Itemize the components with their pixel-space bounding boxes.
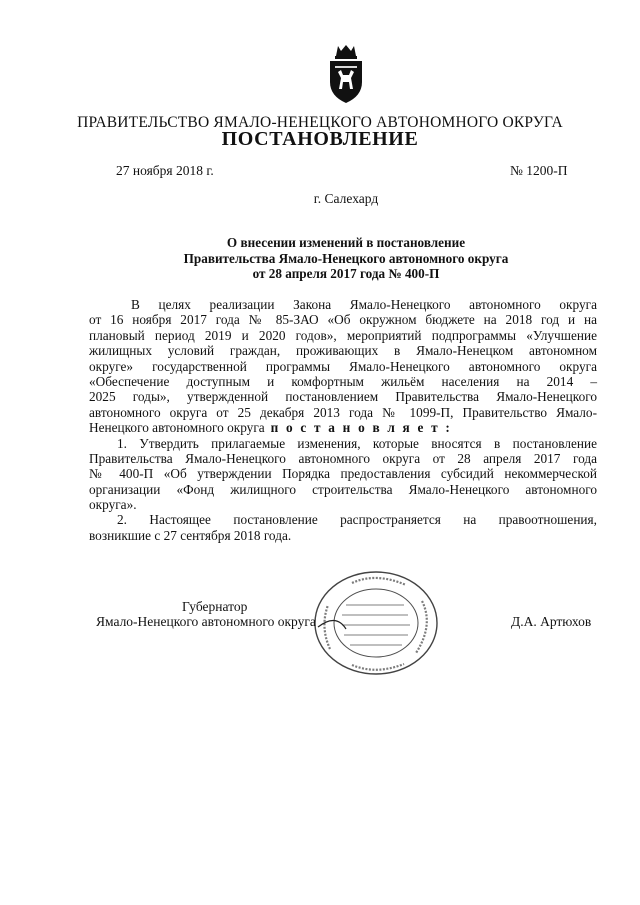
body-line: Правительства Ямало-Ненецкого автономного округа от 28 апреля 2017 года bbox=[89, 450, 597, 466]
decree-word: п о с т а н о в л я е т : bbox=[270, 420, 452, 436]
body-line: жилищных условий граждан, проживающих в Ямало-Ненецком автономном bbox=[89, 343, 597, 359]
subject-line: от 28 апреля 2017 года № 400-П bbox=[252, 266, 440, 281]
body-line: плановый период 2019 и 2020 годов», мероприятий подпрограммы «Улучшение bbox=[89, 327, 597, 343]
body-line: возникшие с 27 сентября 2018 года. bbox=[89, 527, 292, 543]
body-line bbox=[89, 420, 597, 435]
body-line: «Обеспечение доступным и комфортным жильём населения на 2014 – bbox=[89, 373, 597, 389]
document-body bbox=[89, 297, 597, 543]
body-line: округа». bbox=[89, 497, 137, 513]
document-city: г. Салехард bbox=[313, 191, 379, 206]
body-line-text: Ненецкого автономного округа bbox=[89, 420, 265, 436]
document-number: № 1200-П bbox=[510, 163, 568, 178]
subject-line: Правительства Ямало-Ненецкого автономного округа bbox=[183, 250, 509, 266]
body-line: округе» государственной программы Ямало-Ненецкого автономного округа bbox=[89, 358, 597, 374]
body-line: 1. Утвердить прилагаемые изменения, которые вносятся в постановление bbox=[117, 435, 597, 451]
signatory-name: Д.А. Артюхов bbox=[511, 614, 592, 629]
body-line: организации «Фонд жилищного строительства Ямало-Ненецкого автономного bbox=[89, 481, 597, 497]
organization-title: ПРАВИТЕЛЬСТВО ЯМАЛО-НЕНЕЦКОГО АВТОНОМНОГО ОКРУГА bbox=[77, 114, 563, 131]
document-type: ПОСТАНОВЛЕНИЕ bbox=[221, 128, 419, 150]
subject-line: О внесении изменений в постановление bbox=[226, 235, 466, 250]
body-line: от 16 ноября 2017 года № 85-ЗАО «Об окружном бюджете на 2018 год и на bbox=[89, 312, 597, 328]
signatory-title: Губернатор bbox=[182, 599, 248, 614]
coat-of-arms-icon bbox=[327, 44, 365, 104]
body-line: № 400-П «Об утверждении Порядка предоставления субсидий некоммерческой bbox=[89, 466, 597, 482]
document-date: 27 ноября 2018 г. bbox=[116, 163, 214, 178]
body-line: 2025 годы», утвержденной постановлением Правительства Ямало-Ненецкого bbox=[89, 389, 597, 405]
signatory-organization: Ямало-Ненецкого автономного округа bbox=[96, 614, 316, 629]
body-line: автономного округа от 25 декабря 2013 года № 1099-П, Правительство Ямало- bbox=[89, 404, 597, 420]
body-line: 2. Настоящее постановление распространяется на правоотношения, bbox=[117, 512, 597, 528]
body-line: В целях реализации Закона Ямало-Ненецкого автономного округа bbox=[131, 297, 597, 312]
document-subject bbox=[0, 235, 640, 282]
official-stamp-icon bbox=[312, 569, 440, 677]
